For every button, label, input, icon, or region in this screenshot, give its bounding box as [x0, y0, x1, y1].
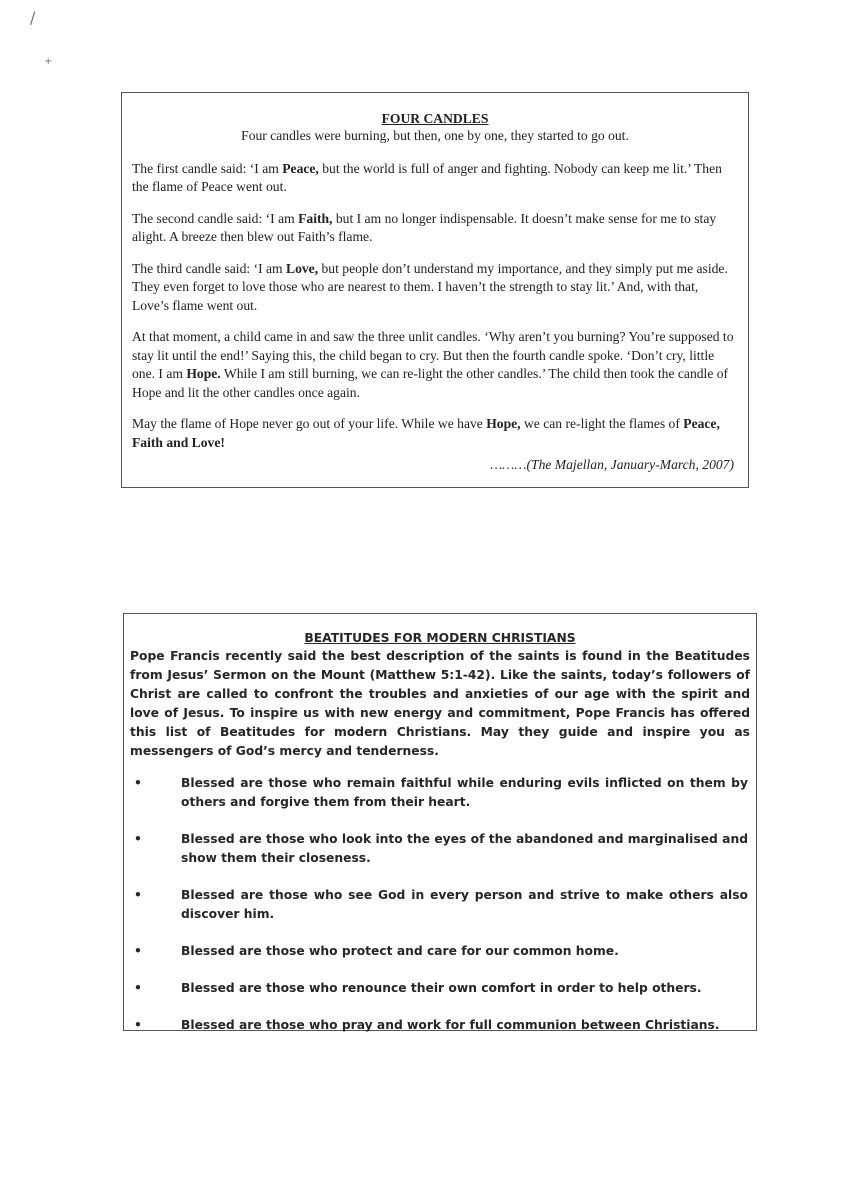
keyword-love: Love, — [286, 260, 319, 276]
keyword-hope: Hope, — [486, 416, 521, 431]
closing-paragraph — [132, 415, 738, 452]
bullet-icon: • — [134, 1018, 142, 1032]
keyword-hope: Hope. — [186, 366, 221, 381]
beatitude-item — [130, 1016, 750, 1035]
beatitude-text: Blessed are those who look into the eyes of the abandoned and marginalised and show them their closeness. — [181, 832, 748, 865]
beatitude-text: Blessed are those who remain faithful while enduring evils inflicted on them by others and forgive them from their heart. — [181, 776, 748, 809]
beatitudes-list — [130, 774, 750, 1035]
text-run: The third candle said: ‘I am — [132, 260, 287, 276]
bullet-icon: • — [134, 832, 142, 846]
candle-paragraph-love — [132, 260, 738, 316]
beatitude-text: Blessed are those who renounce their own comfort in order to help others. — [181, 981, 702, 995]
four-candles-box — [121, 92, 749, 488]
keyword-peace: Peace, — [282, 160, 319, 176]
four-candles-subtitle: Four candles were burning, but then, one by one, they started to go out. — [241, 128, 629, 143]
text-run: The first candle said: ‘I am — [132, 160, 283, 176]
text-run: May the flame of Hope never go out of your life. While we have — [132, 416, 487, 431]
text-run: but I am no longer indispensable. It doesn’t make sense for me to stay alight. A breeze then blew out Faith’s flame. — [132, 210, 717, 244]
candle-paragraph-hope — [132, 328, 738, 402]
text-run: but the world is full of anger and fighting. Nobody can keep me lit.’ Then the flame of Peace went out. — [132, 160, 722, 194]
beatitude-item — [130, 774, 750, 812]
beatitudes-title: BEATITUDES FOR MODERN CHRISTIANS — [304, 631, 576, 645]
four-candles-title: FOUR CANDLES — [381, 111, 489, 126]
beatitude-item — [130, 886, 750, 924]
attribution: ………(The Majellan, January-March, 2007) — [490, 457, 734, 472]
text-run: but people don’t understand my importance, and they simply put me aside. They even forget to love those who are nearest to them. I haven’t the strength to stay lit.’ And, with that, Love’s flame went out. — [132, 260, 728, 313]
bullet-icon: • — [134, 888, 142, 902]
candle-paragraph-faith — [132, 210, 738, 247]
beatitudes-box — [123, 613, 757, 1031]
text-run: While I am still burning, we can re-light the other candles.’ The child then took the candle of Hope and lit the other candles once again. — [132, 366, 729, 400]
bullet-icon: • — [134, 944, 142, 958]
scan-mark: + — [44, 56, 53, 67]
text-run: The second candle said: ‘I am — [132, 210, 299, 226]
beatitude-text: Blessed are those who protect and care for our common home. — [181, 944, 619, 958]
scan-mark: / — [30, 8, 36, 27]
beatitude-item — [130, 942, 750, 961]
candle-paragraph-peace — [132, 160, 738, 197]
bullet-icon: • — [134, 981, 142, 995]
beatitude-item — [130, 979, 750, 998]
bullet-icon: • — [134, 776, 142, 790]
beatitude-item — [130, 830, 750, 868]
beatitudes-intro: Pope Francis recently said the best description of the saints is found in the Beatitudes from Jesus’ Sermon on the Mount (Matthew 5:1-42). Like the saints, today’s followers of Christ are called to confront the troubles and anxieties of our age with the spirit and love of Jesus. To inspire us with new energy and commitment, Pope Francis has offered this list of Beatitudes for modern Christians. May they guide and inspire you as messengers of God’s mercy and tenderness. — [130, 649, 750, 758]
keyword-faith: Faith, — [298, 210, 333, 226]
text-run: At that moment, a child came in and saw the three unlit candles. ‘Why aren’t you burning? You’re supposed to stay lit until the end!’ Saying this, the child began to cry. But then the fourth candle spoke. ‘Don’t cry, little one. I am — [132, 329, 734, 381]
beatitude-text: Blessed are those who see God in every person and strive to make others also discover him. — [181, 888, 748, 921]
keyword-virtues: Peace, Faith and Love! — [132, 416, 720, 450]
text-run: we can re-light the flames of — [520, 416, 684, 431]
beatitude-text: Blessed are those who pray and work for full communion between Christians. — [181, 1018, 720, 1032]
